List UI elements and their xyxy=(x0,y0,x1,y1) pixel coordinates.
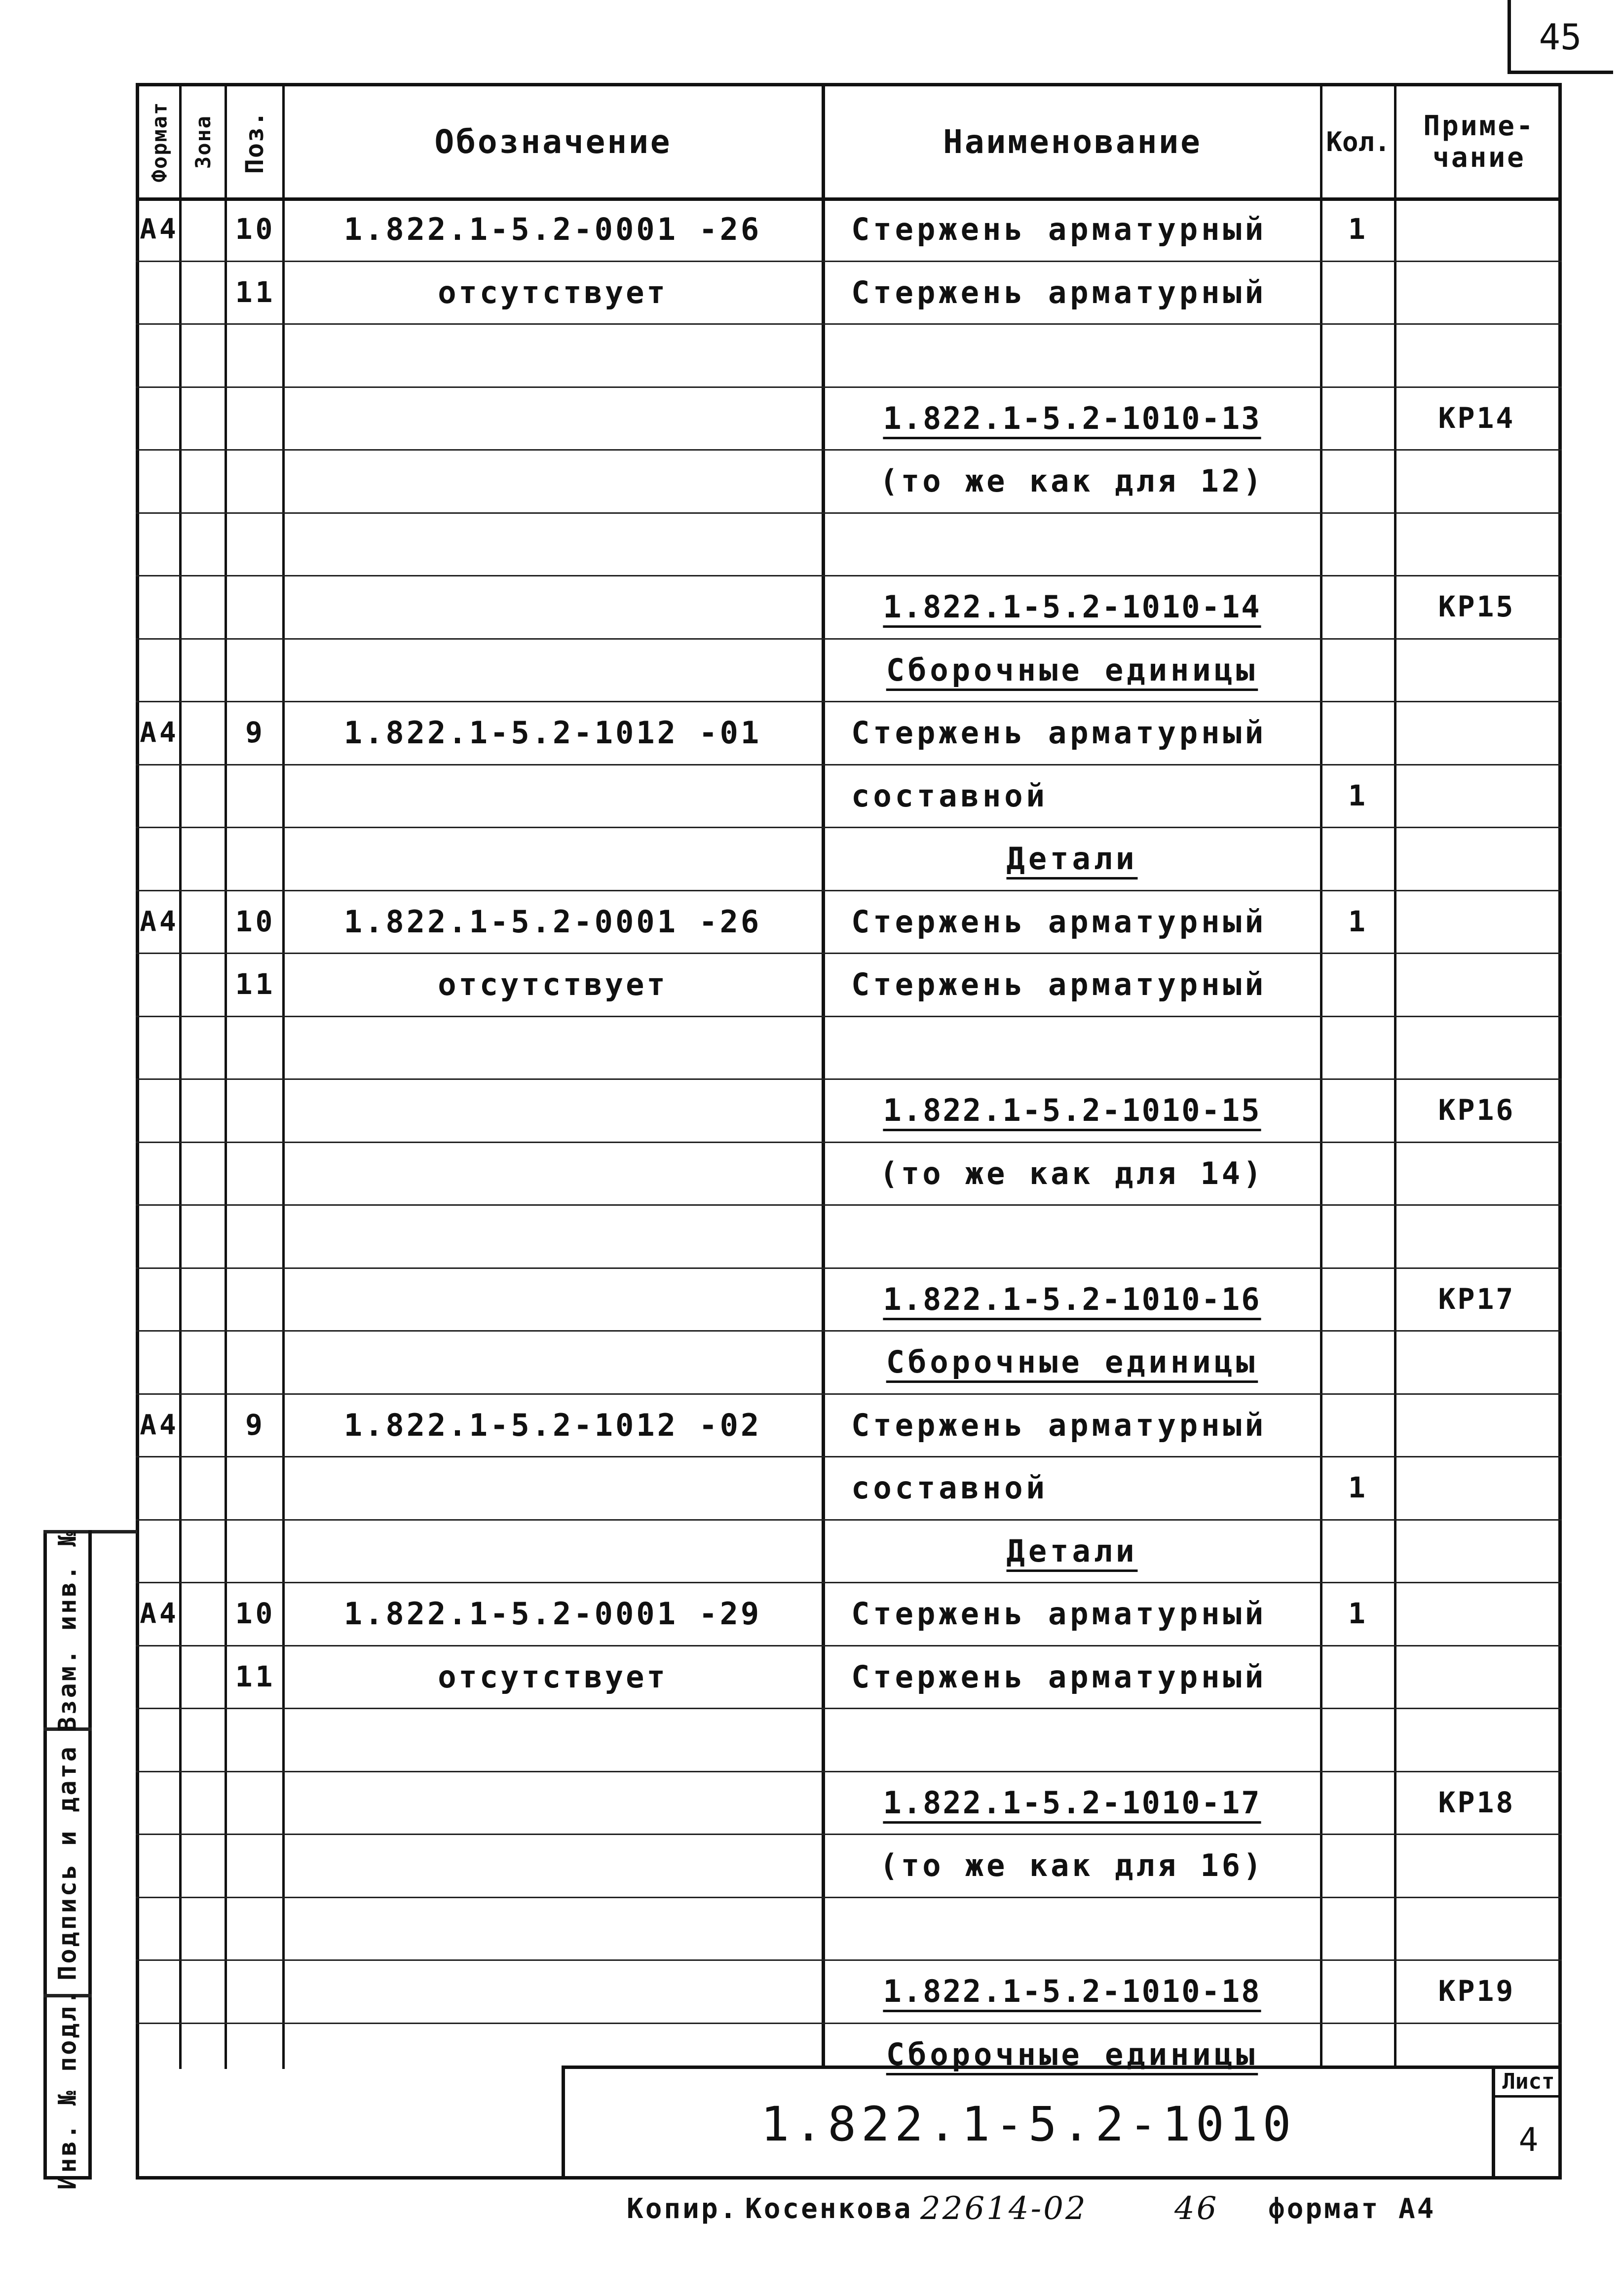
header-note-line2: чание xyxy=(1433,141,1526,174)
cell-note xyxy=(1396,1708,1557,1771)
footer-format-label: формат А4 xyxy=(1268,2192,1436,2225)
cell-format: А4 xyxy=(140,213,179,245)
cell-note: КР15 xyxy=(1438,590,1515,623)
cell-designation: 1.822.1-5.2-0001 -29 xyxy=(343,1595,762,1632)
cell-format xyxy=(140,1519,179,1582)
cell-name xyxy=(824,1204,1320,1267)
cell-designation: 1.822.1-5.2-1012 -01 xyxy=(343,714,762,751)
cell-format xyxy=(140,1142,179,1205)
cell-pos xyxy=(227,1897,284,1960)
cell-name: Стержень арматурный xyxy=(851,1658,1267,1695)
cell-name: 1.822.1-5.2-1010-15 xyxy=(883,1092,1261,1128)
cell-pos xyxy=(227,323,284,386)
cell-note xyxy=(1396,512,1557,575)
cell-format xyxy=(140,449,179,512)
cell-pos xyxy=(227,1771,284,1834)
cell-qty xyxy=(1322,1204,1394,1267)
cell-note: КР18 xyxy=(1438,1786,1515,1819)
cell-designation: отсутствует xyxy=(438,274,668,310)
cell-designation xyxy=(284,1142,822,1205)
cell-note: КР16 xyxy=(1438,1093,1515,1127)
cell-name: 1.822.1-5.2-1010-16 xyxy=(883,1281,1261,1317)
cell-name: Стержень арматурный xyxy=(851,211,1267,247)
cell-qty: 1 xyxy=(1348,1471,1368,1504)
cell-format xyxy=(140,953,179,1016)
cell-name: Стержень арматурный xyxy=(851,903,1267,940)
cell-note xyxy=(1396,1645,1557,1708)
cell-qty: 1 xyxy=(1348,905,1368,938)
cell-note xyxy=(1396,764,1557,827)
cell-designation xyxy=(284,1456,822,1519)
cell-name: Детали xyxy=(1006,840,1138,877)
cell-note xyxy=(1396,1204,1557,1267)
cell-format xyxy=(140,2023,179,2086)
cell-qty xyxy=(1322,1078,1394,1142)
cell-format xyxy=(140,1708,179,1771)
cell-format xyxy=(140,1834,179,1897)
cell-name: Сборочные единицы xyxy=(886,651,1258,688)
footer-order-number: 22614-02 xyxy=(920,2190,1088,2227)
cell-name xyxy=(824,323,1320,386)
cell-note xyxy=(1396,323,1557,386)
cell-note xyxy=(1396,1393,1557,1456)
cell-pos xyxy=(227,1204,284,1267)
cell-qty xyxy=(1322,701,1394,764)
cell-designation xyxy=(284,1016,822,1079)
cell-pos xyxy=(227,827,284,890)
header-name: Наименование xyxy=(943,123,1202,161)
cell-format xyxy=(140,512,179,575)
cell-format xyxy=(140,764,179,827)
cell-qty xyxy=(1322,827,1394,890)
cell-pos xyxy=(227,575,284,638)
cell-pos xyxy=(227,386,284,450)
cell-qty xyxy=(1322,1393,1394,1456)
header-note xyxy=(1396,86,1562,197)
cell-designation xyxy=(284,764,822,827)
footer-sheet-count: 46 xyxy=(1174,2190,1219,2227)
header-designation: Обозначение xyxy=(434,123,672,161)
cell-name: 1.822.1-5.2-1010-17 xyxy=(883,1784,1261,1821)
footer-copied-label: Копир. xyxy=(627,2192,739,2225)
cell-designation xyxy=(284,386,822,450)
cell-name: Стержень арматурный xyxy=(851,274,1267,310)
cell-pos xyxy=(227,1142,284,1205)
document-number: 1.822.1-5.2-1010 xyxy=(760,2097,1296,2152)
cell-qty xyxy=(1322,1834,1394,1897)
cell-name: составной xyxy=(851,777,1048,814)
cell-designation xyxy=(284,512,822,575)
cell-pos xyxy=(227,764,284,827)
cell-name xyxy=(824,1897,1320,1960)
cell-pos: 10 xyxy=(235,1597,276,1630)
cell-note xyxy=(1396,449,1557,512)
cell-name: Детали xyxy=(1006,1532,1138,1569)
cell-qty xyxy=(1322,1016,1394,1079)
cell-qty: 1 xyxy=(1348,212,1368,246)
cell-name: Стержень арматурный xyxy=(851,1595,1267,1632)
cell-pos xyxy=(227,1708,284,1771)
side-stamp-divider xyxy=(88,1530,92,2180)
page-number: 45 xyxy=(1539,16,1582,58)
cell-pos xyxy=(227,1959,284,2023)
cell-designation xyxy=(284,1519,822,1582)
cell-designation: 1.822.1-5.2-1012 -02 xyxy=(343,1407,762,1443)
cell-format: А4 xyxy=(140,716,179,749)
header-qty: Кол. xyxy=(1326,126,1391,157)
cell-qty xyxy=(1322,1897,1394,1960)
cell-note xyxy=(1396,890,1557,953)
cell-designation xyxy=(284,1959,822,2023)
cell-pos xyxy=(227,512,284,575)
cell-pos: 11 xyxy=(235,275,276,309)
cell-designation: отсутствует xyxy=(438,1658,668,1695)
cell-note: КР19 xyxy=(1438,1974,1515,2008)
side-stamp-vzam-inv: Взам. инв. № xyxy=(53,1529,82,1732)
header-zone: Зона xyxy=(191,115,215,169)
cell-format xyxy=(140,1016,179,1079)
cell-note xyxy=(1396,1142,1557,1205)
cell-designation xyxy=(284,1771,822,1834)
cell-name: (то же как для 14) xyxy=(879,1155,1265,1191)
cell-format xyxy=(140,323,179,386)
cell-pos: 10 xyxy=(235,212,276,246)
cell-note xyxy=(1396,1897,1557,1960)
footer-copied-by: Косенкова xyxy=(745,2192,913,2225)
cell-name: Сборочные единицы xyxy=(886,1343,1258,1380)
cell-qty xyxy=(1322,449,1394,512)
cell-name: 1.822.1-5.2-1010-18 xyxy=(883,1973,1261,2009)
cell-format xyxy=(140,638,179,701)
header-pos: Поз. xyxy=(240,110,269,174)
cell-note: КР14 xyxy=(1438,401,1515,435)
cell-note xyxy=(1396,1834,1557,1897)
cell-format xyxy=(140,827,179,890)
cell-note xyxy=(1396,1519,1557,1582)
cell-qty xyxy=(1322,1142,1394,1205)
cell-name: Стержень арматурный xyxy=(851,714,1267,751)
cell-pos: 9 xyxy=(245,716,265,749)
cell-designation: 1.822.1-5.2-0001 -26 xyxy=(343,903,762,940)
cell-pos xyxy=(227,1834,284,1897)
cell-pos: 10 xyxy=(235,905,276,938)
header-format: Формат xyxy=(147,101,172,183)
cell-note xyxy=(1396,953,1557,1016)
cell-qty xyxy=(1322,1267,1394,1331)
cell-pos: 9 xyxy=(245,1408,265,1442)
cell-note xyxy=(1396,701,1557,764)
cell-designation xyxy=(284,449,822,512)
header-note-line1: Приме- xyxy=(1423,110,1535,142)
cell-format xyxy=(140,1645,179,1708)
cell-designation xyxy=(284,323,822,386)
cell-pos xyxy=(227,1519,284,1582)
cell-qty xyxy=(1322,386,1394,450)
cell-designation xyxy=(284,1834,822,1897)
cell-note xyxy=(1396,1582,1557,1645)
cell-format: А4 xyxy=(140,905,179,938)
cell-format xyxy=(140,1267,179,1331)
cell-designation xyxy=(284,827,822,890)
cell-name: 1.822.1-5.2-1010-13 xyxy=(883,400,1261,436)
cell-format xyxy=(140,1771,179,1834)
cell-format xyxy=(140,386,179,450)
cell-designation xyxy=(284,1267,822,1331)
cell-name: Стержень арматурный xyxy=(851,966,1267,1002)
cell-pos xyxy=(227,449,284,512)
sheet-number: 4 xyxy=(1518,2120,1539,2159)
cell-note xyxy=(1396,638,1557,701)
cell-designation xyxy=(284,1204,822,1267)
cell-pos xyxy=(227,1078,284,1142)
side-stamp-inv-podl: Инв. № подл. xyxy=(53,1987,82,2190)
cell-name xyxy=(824,512,1320,575)
cell-note xyxy=(1396,1330,1557,1393)
cell-designation xyxy=(284,1330,822,1393)
cell-designation: отсутствует xyxy=(438,966,668,1002)
cell-format xyxy=(140,1330,179,1393)
cell-format: А4 xyxy=(140,1597,179,1630)
cell-note: КР17 xyxy=(1438,1282,1515,1316)
cell-name xyxy=(824,1016,1320,1079)
cell-pos: 11 xyxy=(235,967,276,1001)
cell-note xyxy=(1396,827,1557,890)
cell-pos: 11 xyxy=(235,1660,276,1693)
cell-designation xyxy=(284,1708,822,1771)
cell-format xyxy=(140,1078,179,1142)
cell-format xyxy=(140,1959,179,2023)
cell-qty xyxy=(1322,1519,1394,1582)
cell-note xyxy=(1396,1456,1557,1519)
cell-pos xyxy=(227,1456,284,1519)
cell-name: (то же как для 12) xyxy=(879,462,1265,499)
cell-pos xyxy=(227,1330,284,1393)
cell-name: составной xyxy=(851,1469,1048,1506)
cell-note xyxy=(1396,1016,1557,1079)
cell-format xyxy=(140,1204,179,1267)
cell-designation: 1.822.1-5.2-0001 -26 xyxy=(343,211,762,247)
cell-qty: 1 xyxy=(1348,1597,1368,1630)
cell-qty: 1 xyxy=(1348,779,1368,812)
cell-qty xyxy=(1322,1330,1394,1393)
cell-qty xyxy=(1322,323,1394,386)
cell-pos xyxy=(227,1267,284,1331)
cell-qty xyxy=(1322,1959,1394,2023)
cell-pos xyxy=(227,2023,284,2086)
cell-qty xyxy=(1322,1771,1394,1834)
cell-qty xyxy=(1322,953,1394,1016)
cell-name xyxy=(824,1708,1320,1771)
cell-pos xyxy=(227,1016,284,1079)
cell-note xyxy=(1396,197,1557,261)
cell-designation xyxy=(284,638,822,701)
sheet-label: Лист xyxy=(1495,2068,1562,2098)
cell-qty xyxy=(1322,512,1394,575)
cell-format xyxy=(140,1456,179,1519)
cell-format xyxy=(140,1897,179,1960)
cell-name: Стержень арматурный xyxy=(851,1407,1267,1443)
cell-name: (то же как для 16) xyxy=(879,1847,1265,1883)
cell-designation xyxy=(284,1897,822,1960)
cell-qty xyxy=(1322,261,1394,324)
cell-qty xyxy=(1322,1645,1394,1708)
cell-pos xyxy=(227,638,284,701)
cell-name: 1.822.1-5.2-1010-14 xyxy=(883,588,1261,625)
cell-designation xyxy=(284,1078,822,1142)
cell-qty xyxy=(1322,575,1394,638)
cell-format xyxy=(140,575,179,638)
cell-qty xyxy=(1322,1708,1394,1771)
cell-name: Сборочные единицы xyxy=(886,2036,1258,2072)
cell-qty xyxy=(1322,638,1394,701)
side-stamp-podpis-data: Подпись и дата xyxy=(53,1744,82,1981)
cell-format xyxy=(140,261,179,324)
cell-note xyxy=(1396,261,1557,324)
cell-designation xyxy=(284,575,822,638)
cell-format: А4 xyxy=(140,1409,179,1441)
